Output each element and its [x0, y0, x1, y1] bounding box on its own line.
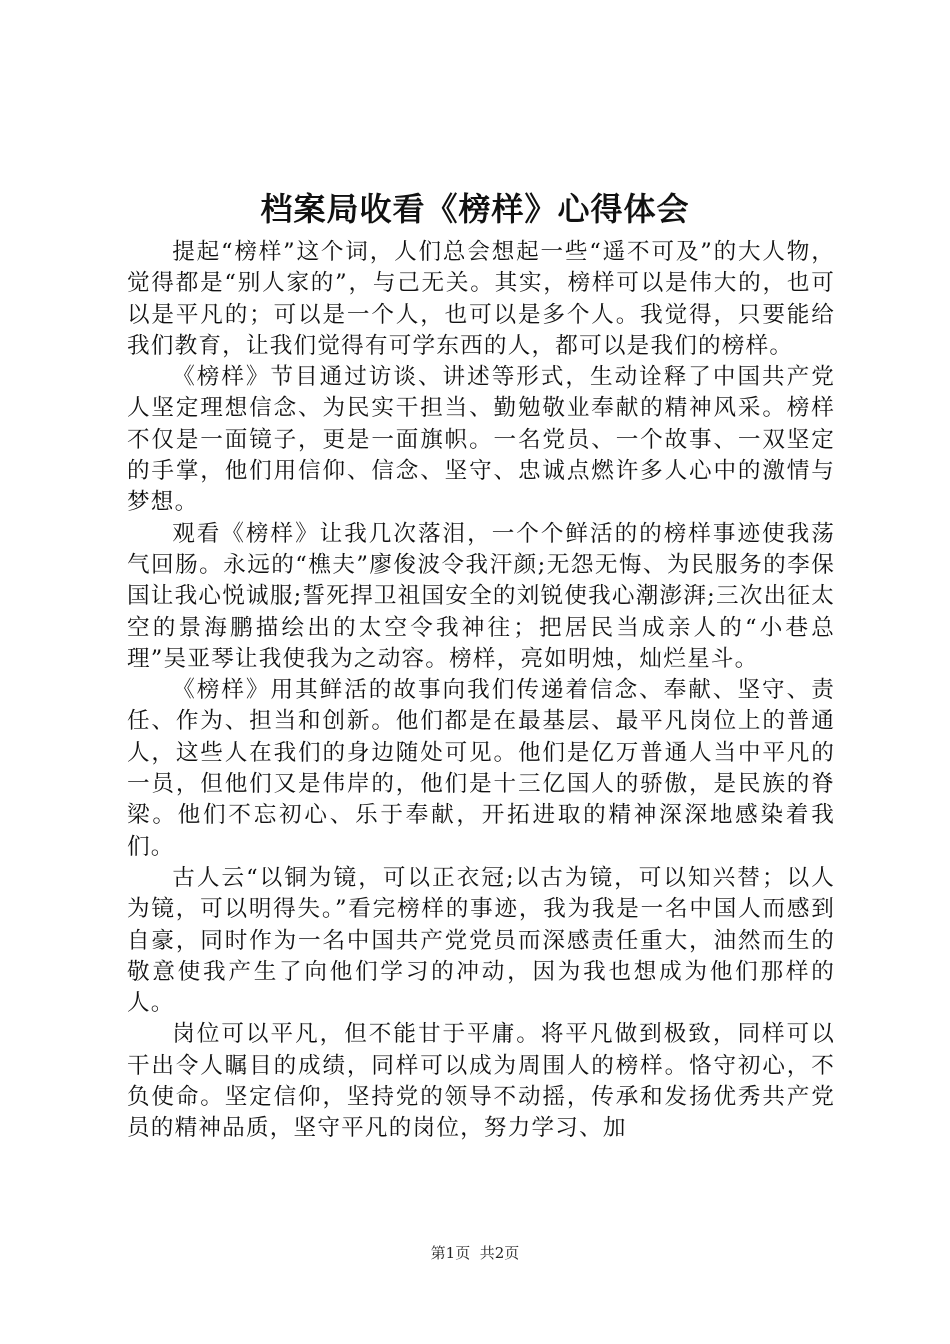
paragraph: 古人云“以铜为镜，可以正衣冠;以古为镜，可以知兴替；以人为镜，可以明得失。”看完榜样的事迹，我为我是一名中国人而感到自豪，同时作为一名中国共产党党员而深感责任重大，油然而生的敬意使我产生了向他们学习的冲动，因为我也想成为他们那样的人。	[127, 864, 835, 1017]
page-number: 第1页	[430, 1244, 471, 1262]
page-total: 共2页	[479, 1244, 520, 1262]
paragraph: 岗位可以平凡，但不能甘于平庸。将平凡做到极致，同样可以干出令人瞩目的成绩，同样可以成为周围人的榜样。恪守初心，不负使命。坚定信仰，坚持党的领导不动摇，传承和发扬优秀共产党员的精神品质，坚守平凡的岗位，努力学习、加	[127, 1021, 835, 1142]
paragraph: 观看《榜样》让我几次落泪，一个个鲜活的的榜样事迹使我荡气回肠。永远的“樵夫”廖俊波令我汗颜;无怨无悔、为民服务的李保国让我心悦诚服;誓死捍卫祖国安全的刘锐使我心潮澎湃;三次出征太空的景海鹏描绘出的太空令我神往；把居民当成亲人的“小巷总理”吴亚琴让我使我为之动容。榜样，亮如明烛，灿烂星斗。	[127, 520, 835, 672]
document-title: 档案局收看《榜样》心得体会	[260, 190, 690, 228]
paragraph: 《榜样》节目通过访谈、讲述等形式，生动诠释了中国共产党人坚定理想信念、为民实干担当、勤勉敬业奉献的精神风采。榜样不仅是一面镜子，更是一面旗帜。一名党员、一个故事、一双坚定的手掌，他们用信仰、信念、坚守、忠诚点燃许多人心中的激情与梦想。	[127, 364, 835, 516]
paragraph: 《榜样》用其鲜活的故事向我们传递着信念、奉献、坚守、责任、作为、担当和创新。他们都是在最基层、最平凡岗位上的普通人，这些人在我们的身边随处可见。他们是亿万普通人当中平凡的一员，但他们又是伟岸的，他们是十三亿国人的骄傲，是民族的脊梁。他们不忘初心、乐于奉献，开拓进取的精神深深地感染着我们。	[127, 677, 835, 860]
paragraph: 提起“榜样”这个词，人们总会想起一些“遥不可及”的大人物，觉得都是“别人家的”，与己无关。其实，榜样可以是伟大的，也可以是平凡的；可以是一个人，也可以是多个人。我觉得，只要能给我们教育，让我们觉得有可学东西的人，都可以是我们的榜样。	[127, 239, 835, 359]
page-footer	[0, 1243, 950, 1263]
document-body	[127, 237, 835, 1145]
